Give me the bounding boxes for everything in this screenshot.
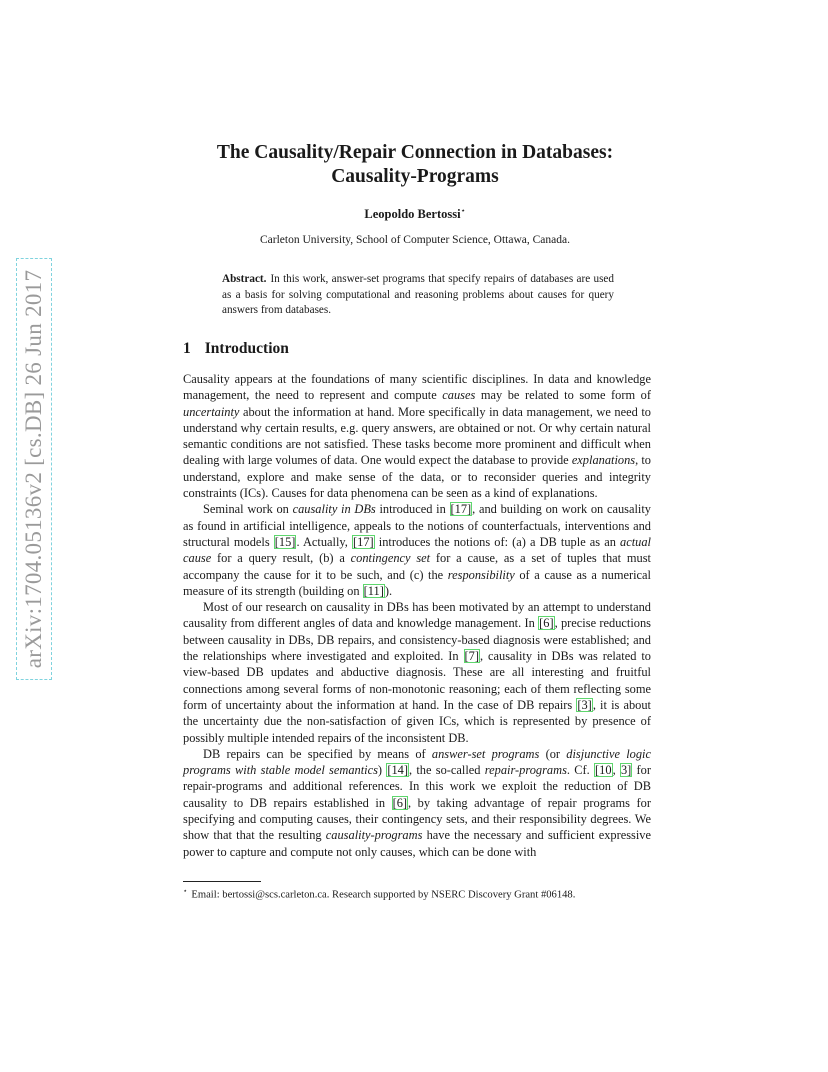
- text: ).: [384, 583, 393, 598]
- text: ): [377, 763, 387, 778]
- footnote: [183, 887, 575, 901]
- text: Seminal work on: [203, 502, 293, 517]
- emphasis: answer-set programs: [431, 746, 540, 761]
- paragraph-3: [183, 599, 651, 746]
- abstract-label: Abstract.: [222, 273, 267, 285]
- text: introduces the notions of: (a) a DB tuple as an: [374, 534, 621, 549]
- author-name: Leopoldo Bertossi: [364, 207, 461, 222]
- citation-link[interactable]: [3]: [577, 697, 592, 712]
- citation-link[interactable]: [15]: [274, 534, 296, 549]
- citation-link[interactable]: [7]: [464, 649, 479, 664]
- citation-link[interactable]: [17]: [450, 502, 472, 517]
- text: about the information at hand. More specifically in data management, we need to understand why certain results, e.g. query answers, are obtained or not. Or why certain natural semantic conditions are not satisfied. These tasks become more prominent and difficult when dealing with large volumes of data. One would expect the database to provide: [183, 404, 651, 468]
- footnote-mark: ⋆: [183, 887, 188, 895]
- arxiv-identifier: [16, 258, 52, 680]
- section-title: Introduction: [204, 340, 289, 357]
- emphasis: explanations: [571, 453, 636, 468]
- citation-link[interactable]: [14]: [387, 763, 408, 778]
- text: DB repairs can be specified by means of: [203, 746, 432, 761]
- title-line-2: Causality-Programs: [331, 166, 499, 187]
- emphasis: repair-programs: [484, 763, 567, 778]
- emphasis: disjunctive logic programs with stable model semantics: [183, 746, 651, 778]
- text: , to understand, explore and make sense of the data, or to reconsider queries and integrity constraints (ICs). Causes for data phenomena can be seen as a kind of explanations.: [183, 453, 651, 501]
- text: , precise reductions between causality in DBs, DB repairs, and consistency-based diagnosis were established; and the relationships where investigated and exploited. In: [183, 616, 651, 664]
- title-line-1: The Causality/Repair Connection in Databases:: [216, 142, 614, 163]
- citation-link[interactable]: [6]: [392, 795, 408, 810]
- emphasis: causality in DBs: [292, 502, 376, 517]
- text: Most of our research on causality in DBs has been motivated by an attempt to understand causality from different angles of data and knowledge management. In: [183, 600, 651, 631]
- text: for a cause, as a set of tuples that must accompany the cause for it to be such, and (c) the: [183, 551, 651, 582]
- text: . Actually,: [296, 534, 353, 549]
- arxiv-identifier-text: arXiv:1704.05136v2 [cs.DB] 26 Jun 2017: [21, 269, 46, 669]
- author-footnote-mark: ⋆: [460, 206, 466, 215]
- citation-link[interactable]: [10: [595, 763, 612, 778]
- section-heading: [183, 340, 289, 358]
- text: for repair-programs and additional references. In this work we exploit the reduction of DB causality to DB repairs established in: [183, 763, 652, 810]
- body-text: [183, 371, 651, 860]
- text: , it is about the uncertainty due the non-satisfaction of given ICs, which is represented by presence of possibly multiple intended repairs of the inconsistent DB.: [183, 697, 651, 745]
- emphasis: responsibility: [447, 567, 515, 582]
- abstract-text: In this work, answer-set programs that specify repairs of databases are used as a basis for solving computational and reasoning problems about causes for query answers from databases.: [222, 273, 614, 316]
- abstract: [222, 272, 614, 319]
- text: , the so-called: [408, 763, 485, 778]
- footnote-rule: [183, 881, 261, 882]
- text: introduced in: [375, 502, 450, 517]
- text: may be related to some form of: [475, 388, 651, 403]
- text: ,: [612, 763, 620, 778]
- paragraph-1: [183, 371, 651, 501]
- text: for a query result, (b) a: [211, 551, 351, 566]
- text: of a cause as a numerical measure of its strength (building on: [183, 567, 651, 598]
- footnote-text: Email: bertossi@scs.carleton.ca. Research supported by NSERC Discovery Grant #06148.: [191, 889, 576, 901]
- emphasis: uncertainty: [183, 404, 240, 419]
- text: (or: [539, 746, 567, 761]
- citation-link[interactable]: [17]: [353, 534, 374, 549]
- text: , by taking advantage of repair programs for specifying and computing causes, their contingency sets, and their responsibility degrees. We show that that the resulting: [183, 795, 651, 843]
- citation-link[interactable]: [6]: [539, 616, 554, 631]
- section-number: 1: [183, 340, 191, 357]
- citation-link[interactable]: 3]: [620, 763, 632, 778]
- paragraph-2: [183, 501, 651, 599]
- text: . Cf.: [566, 763, 595, 778]
- citation-link[interactable]: [11]: [363, 583, 384, 598]
- emphasis: actual cause: [183, 534, 651, 566]
- emphasis: causality-programs: [325, 828, 423, 843]
- affiliation: Carleton University, School of Computer Science, Ottawa, Canada.: [260, 234, 570, 246]
- text: , and building on work on causality as found in artificial intelligence, appeals to the notions of counterfactuals, interventions and structural models: [183, 502, 651, 549]
- author-line: [180, 206, 650, 222]
- text: , causality in DBs was related to view-based DB updates and abductive diagnosis. These are all interesting and fruitful connections among several forms of non-monotonic reasoning; each of them reflecting some form of uncertainty about the information at hand. In the case of DB repairs: [183, 649, 651, 712]
- text: Causality appears at the foundations of many scientific disciplines. In data and knowledge management, the need to represent and compute: [183, 372, 651, 403]
- text: have the necessary and sufficient expressive power to capture and compute not only causes, which can be done with: [183, 828, 652, 859]
- emphasis: contingency set: [350, 551, 431, 566]
- emphasis: causes: [442, 388, 476, 403]
- paper-title: [180, 141, 650, 189]
- paragraph-4: [183, 746, 651, 860]
